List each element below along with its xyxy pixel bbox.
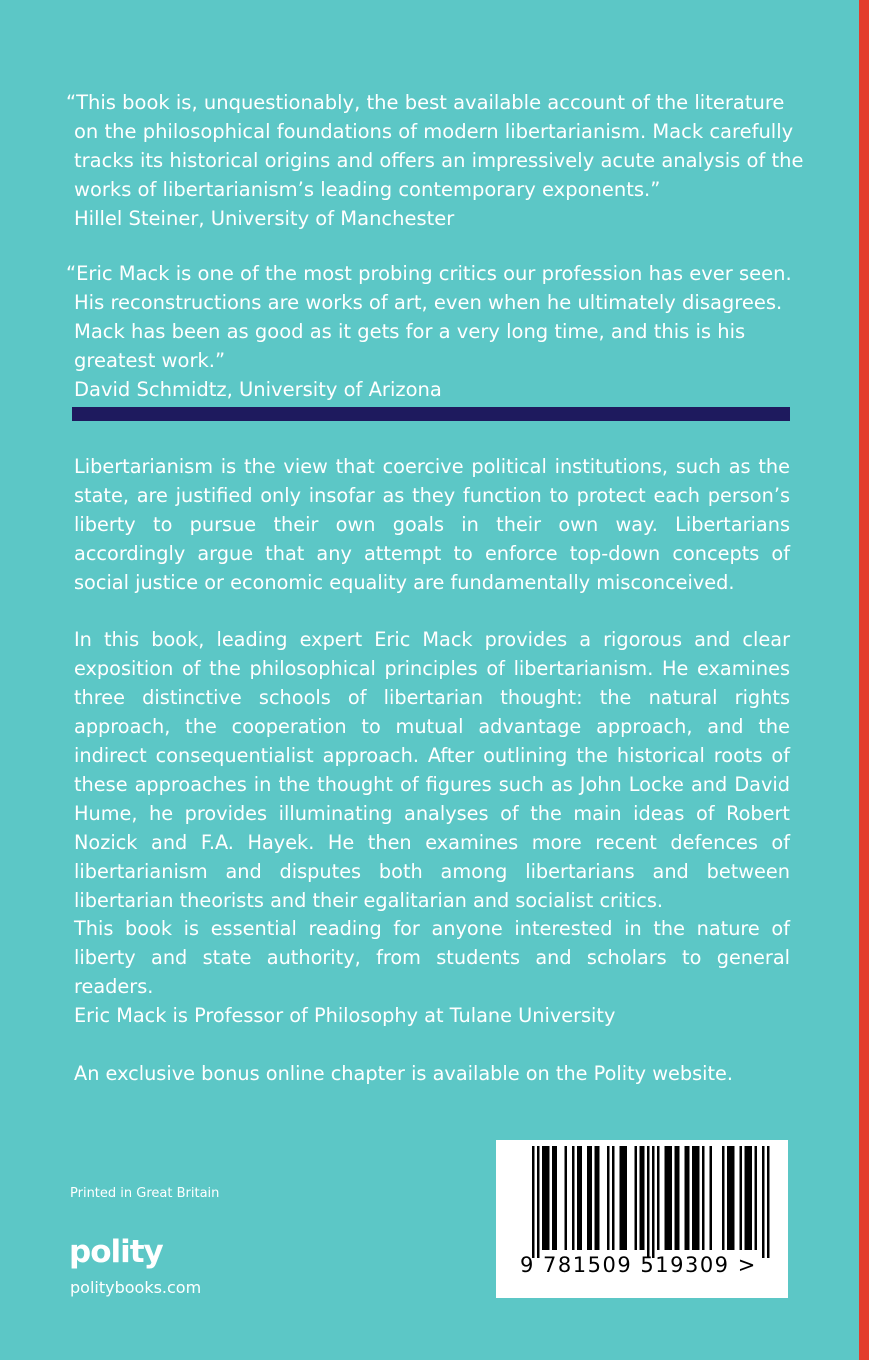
barcode-bar [685,1146,690,1250]
barcode-bar [692,1146,700,1250]
printed-in-label: Printed in Great Britain [70,1186,220,1201]
barcode-guard-bar [532,1146,535,1258]
barcode-bar [727,1146,735,1250]
barcode-bar [740,1146,743,1250]
description-paragraph-1: Libertarianism is the view that coercive political institutions, such as the state, are justified only insofar as they function to protect each person’s liberty to pursue their own goals in their own way. Libertarians accordingly argue that any attempt to enforce top-down concepts of social justice or economic equality are fundamentally misconceived. [74,455,790,594]
barcode-bar [640,1146,645,1250]
description-paragraph-2: In this book, leading expert Eric Mack provides a rigorous and clear exposition of the philosophical principles of libertarianism. He examines three distinctive schools of libertarian thought: the natural rights approach, the cooperation to mutual advantage approach, and the indirect consequentialist approach. After outlining the historical roots of these approaches in the thought of figures such as John Locke and David Hume, he provides illuminating analyses of the main ideas of Robert Nozick and F.A. Hayek. He then examines more recent defences of libertarianism and disputes both among libertarians and between libertarian theorists and their egalitarian and socialist critics. [74,628,790,912]
barcode-bar [657,1146,660,1250]
endorsement-quote-2 [66,259,806,404]
barcode-bar [675,1146,680,1250]
barcode-bar [635,1146,638,1250]
barcode-bar [595,1146,600,1250]
barcode-bar [552,1146,557,1250]
barcode-bar [755,1146,758,1250]
barcode-bar [572,1146,575,1250]
barcode-guard-bar [647,1146,650,1258]
quote-text: “This book is, unquestionably, the best available account of the literature on the philosophical foundations of modern libertarianism. Mack carefully tracks its historical origins and offers an impressively acute analysis of the works of libertarianism’s leading contemporary exponents.” [66,91,804,201]
spine-edge [859,0,869,1360]
publisher-url: politybooks.com [70,1278,202,1297]
publisher-logo: polity [69,1234,163,1270]
author-bio: Eric Mack is Professor of Philosophy at Tulane University [74,1004,616,1027]
barcode-bar [745,1146,753,1250]
description-paragraph-3: This book is essential reading for anyone interested in the nature of liberty and state authority, from students and scholars to general readers. [74,917,790,998]
divider-rule [72,407,790,421]
barcode-bar [607,1146,610,1250]
barcode-bar [612,1146,615,1250]
quote-attribution: David Schmidtz, University of Arizona [74,378,442,401]
barcode-guard-bar [652,1146,655,1258]
barcode-bar [577,1146,582,1250]
barcode-bar [620,1146,628,1250]
barcode-bar [565,1146,568,1250]
barcode-guard-bar [762,1146,765,1258]
barcode-bar [587,1146,592,1250]
barcode-guard-bar [767,1146,770,1258]
barcode-bar [722,1146,725,1250]
bonus-chapter-note: An exclusive bonus online chapter is available on the Polity website. [74,1062,734,1085]
quote-text: “Eric Mack is one of the most probing critics our profession has ever seen. His reconstructions are works of art, even when he ultimately disagrees. Mack has been as good as it gets for a very long time, and this is his greatest work.” [66,262,792,372]
quote-attribution: Hillel Steiner, University of Manchester [74,207,455,230]
barcode-bar [665,1146,673,1250]
isbn-digits: 9 781509 519309 > [520,1253,757,1277]
endorsement-quote-1 [66,88,806,233]
barcode-bar [542,1146,550,1250]
isbn-barcode [496,1140,788,1298]
barcode-guard-bar [537,1146,540,1258]
barcode-bar [702,1146,705,1250]
barcode-bar [710,1146,713,1250]
